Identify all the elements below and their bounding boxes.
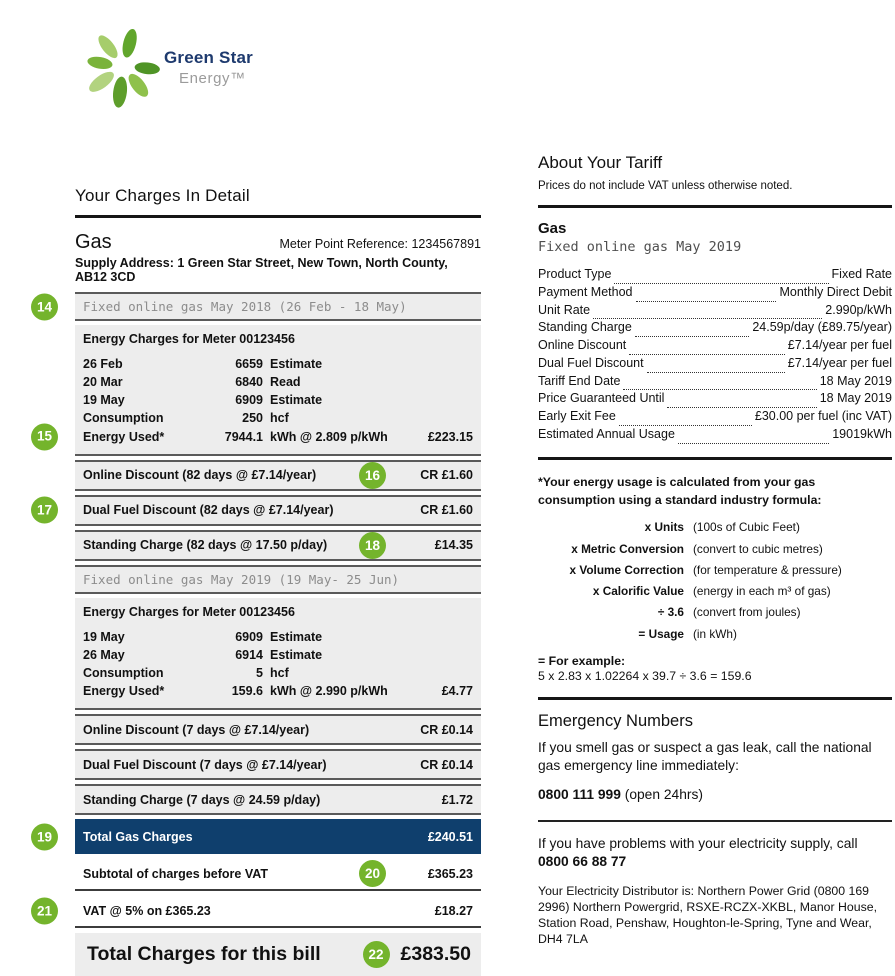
meter-point-reference: Meter Point Reference: 1234567891 — [279, 237, 481, 251]
tariff-row — [538, 284, 892, 302]
meter-title: Energy Charges for Meter 00123456 — [83, 604, 295, 619]
total-bill-row — [75, 933, 481, 976]
consumption-row — [83, 664, 473, 682]
tariff-row — [538, 302, 892, 320]
tariff-period-header — [36, 292, 481, 321]
meter-title: Energy Charges for Meter 00123456 — [83, 332, 295, 346]
consumption-unit: hcf — [270, 665, 289, 680]
total-bill-amount: £383.50 — [400, 943, 471, 966]
charge-amount: £1.72 — [441, 792, 473, 807]
tariff-value: £7.14/year per fuel — [787, 338, 892, 352]
tariff-value: Fixed Rate — [831, 267, 892, 281]
divider — [538, 457, 892, 460]
charge-label: Online Discount (7 days @ £7.14/year) — [83, 722, 310, 737]
tariff-label: Online Discount — [538, 338, 627, 352]
emergency-phone-line — [538, 787, 892, 802]
consumption-value: 5 — [256, 665, 263, 680]
tariff-label: Payment Method — [538, 284, 633, 299]
divider — [538, 820, 892, 822]
section-title: Your Charges In Detail — [75, 186, 481, 218]
formula-term: ÷ 3.6 — [657, 605, 684, 620]
tariff-value: 19019kWh — [832, 426, 892, 441]
consumption-label: Consumption — [83, 665, 164, 680]
total-gas-charges-row — [36, 819, 481, 854]
subtotal-amount: £365.23 — [427, 866, 473, 881]
dot-leader — [635, 326, 749, 337]
supply-address: Supply Address: 1 Green Star Street, New Town, North County, AB12 3CD — [75, 256, 448, 284]
gas-header — [75, 231, 481, 254]
tariff-label: Unit Rate — [538, 302, 591, 317]
reading-date: 19 May — [83, 629, 125, 644]
charge-label: Online Discount (82 days @ £7.14/year) — [83, 468, 317, 483]
emergency-phone: 0800 111 999 — [538, 787, 621, 803]
reading-value: 6840 — [235, 375, 263, 390]
tariff-label: Tariff End Date — [538, 373, 621, 388]
usage-formula-steps — [538, 517, 892, 644]
tariff-row — [538, 408, 892, 426]
formula-step — [538, 581, 892, 602]
green-star-logo — [84, 22, 253, 106]
dot-leader — [629, 344, 785, 355]
usage-formula-intro: *Your energy usage is calculated from your gas consumption using a standard industry formula: — [538, 474, 822, 507]
tariff-value: £30.00 per fuel (inc VAT) — [754, 409, 892, 423]
tariff-name: Fixed online gas May 2019 — [538, 239, 742, 255]
divider — [538, 205, 892, 208]
tariff-row — [538, 319, 892, 337]
formula-term: x Units — [644, 520, 684, 535]
period-header-label: Fixed online gas May 2018 (26 Feb - 18 May) — [83, 299, 407, 314]
formula-note: (convert from joules) — [693, 605, 801, 620]
formula-note: (in kWh) — [693, 626, 737, 641]
energy-used-value: 7944.1 — [224, 429, 263, 444]
tariff-value: 2.990p/kWh — [825, 302, 892, 317]
energy-used-amount: £4.77 — [441, 684, 473, 698]
annotation-badge-14: 14 — [31, 293, 58, 320]
online-discount-row — [75, 714, 481, 745]
formula-example-label: = For example: — [538, 653, 626, 668]
tariff-details-list — [538, 266, 892, 444]
formula-term: x Metric Conversion — [571, 541, 684, 556]
consumption-label: Consumption — [83, 411, 164, 426]
reading-date: 26 Feb — [83, 357, 123, 371]
formula-note: (convert to cubic metres) — [693, 541, 823, 556]
meter-reading-row — [83, 355, 473, 373]
formula-step — [538, 560, 892, 581]
tariff-label: Dual Fuel Discount — [538, 355, 644, 370]
formula-term: x Volume Correction — [569, 562, 684, 577]
vat-row — [36, 895, 481, 928]
total-bill-label: Total Charges for this bill — [87, 943, 321, 966]
energy-used-amount: £223.15 — [427, 429, 473, 444]
charge-label: Dual Fuel Discount (82 days @ £7.14/year) — [83, 503, 334, 518]
meter-reading-row — [83, 391, 473, 409]
dot-leader — [623, 379, 816, 390]
tariff-value: 18 May 2019 — [819, 373, 892, 388]
electricity-distributor: Your Electricity Distributor is: Northern Power Grid (0800 169 2996) Northern Powergrid, RSXE-RCZX-XKBL, Manor House, Station Road, Penshaw, Houghton-le-Spring, Tyne and Wear, DH4 7LA — [538, 883, 877, 946]
formula-term: = Usage — [638, 626, 684, 641]
vat-amount: £18.27 — [434, 903, 473, 918]
dot-leader — [593, 308, 822, 319]
dot-leader — [678, 433, 829, 444]
formula-step — [538, 517, 892, 538]
subtotal-row — [75, 858, 481, 891]
meter-reading-row — [83, 646, 473, 664]
fuel-title: Gas — [75, 231, 112, 253]
reading-value: 6909 — [235, 629, 263, 644]
annotation-badge-22: 22 — [363, 941, 390, 968]
charge-amount: £14.35 — [434, 538, 473, 553]
consumption-row — [83, 409, 473, 427]
formula-note: (energy in each m³ of gas) — [693, 584, 831, 599]
about-tariff-section — [538, 153, 892, 960]
electricity-help-line — [538, 835, 892, 871]
energy-used-value: 159.6 — [231, 684, 263, 698]
energy-charges-block — [36, 325, 481, 456]
energy-used-label: Energy Used* — [83, 684, 165, 698]
formula-step — [538, 602, 892, 623]
total-gas-amount: £240.51 — [427, 829, 473, 844]
tariff-label: Product Type — [538, 267, 612, 281]
tariff-row — [538, 337, 892, 355]
meter-reading-row — [83, 373, 473, 391]
energy-used-label: Energy Used* — [83, 429, 165, 444]
annotation-badge-20: 20 — [359, 860, 386, 887]
annotation-badge-21: 21 — [31, 897, 58, 924]
tariff-label: Early Exit Fee — [538, 409, 616, 423]
dot-leader — [667, 397, 816, 408]
reading-type: Estimate — [270, 629, 323, 644]
formula-note: (100s of Cubic Feet) — [693, 520, 800, 535]
annotation-badge-17: 17 — [31, 497, 58, 524]
annotation-badge-18: 18 — [359, 532, 386, 559]
formula-example: 5 x 2.83 x 1.02264 x 39.7 ÷ 3.6 = 159.6 — [538, 668, 752, 683]
charge-amount: CR £1.60 — [420, 503, 473, 518]
standing-charge-row — [75, 530, 481, 561]
logo-name: Green Star — [164, 47, 253, 67]
emergency-phone-note: (open 24hrs) — [620, 787, 703, 803]
emergency-body: If you smell gas or suspect a gas leak, call the national gas emergency line immediately: — [538, 739, 872, 773]
standing-charge-row — [75, 784, 481, 815]
electricity-phone: 0800 66 88 77 — [538, 854, 627, 870]
annotation-badge-16: 16 — [359, 462, 386, 489]
divider — [538, 697, 892, 700]
starburst-icon — [84, 22, 162, 106]
annotation-badge-15: 15 — [31, 423, 58, 450]
reading-value: 6914 — [235, 647, 263, 662]
vat-label: VAT @ 5% on £365.23 — [83, 903, 211, 918]
vat-note: Prices do not include VAT unless otherwise noted. — [538, 180, 793, 192]
consumption-unit: hcf — [270, 411, 289, 426]
charges-table — [36, 292, 481, 976]
charge-label: Standing Charge (82 days @ 17.50 p/day) — [83, 538, 328, 553]
tariff-label: Estimated Annual Usage — [538, 426, 675, 441]
tariff-label: Standing Charge — [538, 320, 632, 335]
energy-used-rate: kWh @ 2.809 p/kWh — [270, 429, 388, 444]
total-gas-label: Total Gas Charges — [83, 829, 193, 844]
logo-wordmark — [164, 48, 253, 87]
dual-fuel-discount-row — [36, 495, 481, 526]
meter-reading-row — [83, 628, 473, 646]
charge-amount: CR £1.60 — [420, 468, 473, 483]
reading-type: Estimate — [270, 393, 323, 408]
annotation-badge-19: 19 — [31, 823, 58, 850]
tariff-value: 24.59p/day (£89.75/year) — [752, 320, 892, 335]
dual-fuel-discount-row — [75, 749, 481, 780]
tariff-label: Price Guaranteed Until — [538, 391, 665, 406]
formula-step — [538, 539, 892, 560]
tariff-fuel-title: Gas — [538, 220, 567, 237]
tariff-value: £7.14/year per fuel — [787, 355, 892, 370]
dot-leader — [647, 362, 785, 373]
reading-date: 19 May — [83, 393, 125, 408]
reading-type: Estimate — [270, 357, 323, 371]
dot-leader — [636, 291, 777, 302]
reading-type: Estimate — [270, 647, 323, 662]
charge-label: Dual Fuel Discount (7 days @ £7.14/year) — [83, 757, 327, 772]
tariff-value: Monthly Direct Debit — [779, 284, 892, 299]
subtotal-label: Subtotal of charges before VAT — [83, 866, 268, 881]
online-discount-row — [75, 460, 481, 491]
charge-label: Standing Charge (7 days @ 24.59 p/day) — [83, 792, 321, 807]
reading-value: 6909 — [235, 393, 263, 408]
charge-amount: CR £0.14 — [420, 722, 473, 737]
energy-used-rate: kWh @ 2.990 p/kWh — [270, 684, 388, 698]
charges-detail-section — [36, 186, 481, 976]
reading-value: 6659 — [235, 357, 263, 371]
about-tariff-title: About Your Tariff — [538, 153, 663, 172]
emergency-numbers-title: Emergency Numbers — [538, 711, 693, 730]
period-header-label: Fixed online gas May 2019 (19 May- 25 Jun) — [83, 571, 400, 587]
energy-charges-block — [75, 598, 481, 711]
energy-used-row — [83, 682, 473, 700]
energy-used-row — [36, 428, 473, 446]
dot-leader — [619, 415, 752, 426]
electricity-help-text: If you have problems with your electricity supply, call — [538, 836, 858, 852]
tariff-period-header — [75, 565, 481, 594]
tariff-row — [538, 426, 892, 444]
formula-term: x Calorific Value — [592, 584, 684, 599]
reading-date: 20 Mar — [83, 375, 123, 390]
dot-leader — [614, 273, 828, 284]
tariff-row — [538, 373, 892, 391]
consumption-value: 250 — [242, 411, 263, 426]
charge-amount: CR £0.14 — [420, 757, 473, 772]
tariff-row — [538, 390, 892, 408]
tariff-value: 18 May 2019 — [819, 391, 892, 406]
reading-type: Read — [270, 375, 301, 390]
tariff-row — [538, 355, 892, 373]
reading-date: 26 May — [83, 647, 125, 662]
logo-subtitle: Energy™ — [179, 69, 246, 87]
formula-note: (for temperature & pressure) — [693, 562, 842, 577]
formula-step — [538, 624, 892, 645]
tariff-row — [538, 266, 892, 284]
